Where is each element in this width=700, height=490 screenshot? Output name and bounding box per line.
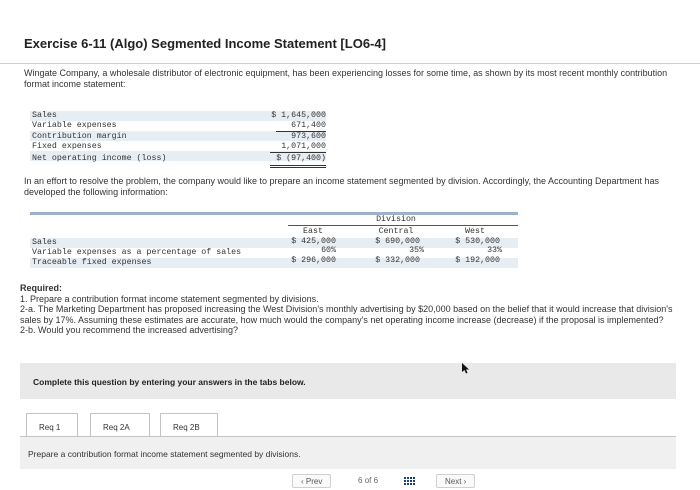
tab-req-2b[interactable]: Req 2B [160, 413, 218, 437]
row-label: Variable expenses as a percentage of sales [32, 248, 242, 257]
column-header-west: West [465, 227, 485, 236]
required-item-1: 1. Prepare a contribution format income statement segmented by divisions. [20, 293, 319, 304]
row-value: 671,400 [291, 121, 326, 130]
required-item-2b: 2-b. Would you recommend the increased advertising? [20, 325, 238, 336]
row-label: Sales [32, 238, 57, 247]
instruction-box [20, 363, 676, 399]
page-indicator [358, 476, 378, 485]
prev-label: Prev [305, 477, 323, 486]
panel-instruction: Prepare a contribution format income statement segmented by divisions. [28, 449, 301, 459]
cell-value: 60% [321, 246, 336, 255]
page-of: of [364, 476, 372, 485]
row-band [30, 238, 518, 248]
table-row [30, 154, 326, 164]
page-total: 6 [373, 476, 379, 485]
division-header: Division [376, 215, 416, 224]
row-label: Traceable fixed expenses [32, 258, 152, 267]
underline [270, 152, 326, 153]
table-row [30, 132, 326, 142]
page-title: Exercise 6-11 (Algo) Segmented Income Statement [LO6-4] [24, 36, 386, 51]
tab-req-2a[interactable]: Req 2A [90, 413, 150, 437]
row-value: $ (97,400) [276, 154, 326, 163]
double-underline [270, 167, 326, 168]
cell-value: $ 192,000 [455, 256, 500, 265]
required-title: Required: [20, 283, 63, 293]
page-current: 6 [358, 476, 363, 485]
prev-button[interactable] [292, 474, 331, 488]
row-label: Variable expenses [32, 121, 117, 130]
table-row [30, 111, 326, 121]
double-underline [270, 165, 326, 166]
cell-value: $ 530,000 [455, 237, 500, 246]
table-row [30, 121, 326, 131]
row-value: 973,600 [291, 132, 326, 141]
paragraph-text: In an effort to resolve the problem, the company would like to prepare an income statement segmented by division. Accordingly, the Accounting Department has developed the following information: [24, 176, 660, 197]
tab-req-1[interactable]: Req 1 [26, 413, 78, 437]
row-value: $ 1,645,000 [271, 111, 326, 120]
header-underline [288, 225, 518, 226]
required-item-2a: 2-a. The Marketing Department has proposed increasing the West Division's monthly advertising by $20,000 based on the belief that it would increase that division's sales by 17%. Assuming these estimates are accurate, how much would the company's net operating income increase (decrease) if the proposal is implemented? [20, 304, 673, 325]
grid-icon[interactable] [404, 477, 416, 485]
chevron-left-icon: ‹ [301, 477, 306, 486]
intro-text: Wingate Company, a wholesale distributor of electronic equipment, has been experiencing losses for some time, as shown by its most recent monthly contribution format income statement: [24, 68, 668, 89]
chevron-right-icon: › [461, 477, 467, 486]
row-label: Contribution margin [32, 132, 127, 141]
tab-panel [20, 436, 676, 469]
title-divider [0, 63, 700, 64]
header-bar [30, 212, 518, 215]
row-label: Sales [32, 111, 57, 120]
division-data-table [30, 212, 518, 272]
cell-value: $ 690,000 [375, 237, 420, 246]
mouse-cursor-icon [462, 363, 470, 376]
cell-value: 33% [487, 246, 502, 255]
required-section [20, 283, 680, 336]
cell-value: $ 425,000 [291, 237, 336, 246]
next-label: Next [445, 477, 462, 486]
next-button[interactable] [436, 474, 475, 488]
cell-value: $ 332,000 [375, 256, 420, 265]
column-header-central: Central [378, 227, 414, 236]
row-value: 1,071,000 [281, 142, 326, 151]
cell-value: 35% [409, 246, 424, 255]
cell-value: $ 296,000 [291, 256, 336, 265]
row-label: Fixed expenses [32, 142, 102, 151]
bottom-navigation [0, 472, 700, 490]
row-label: Net operating income (loss) [32, 154, 167, 163]
table-row [30, 142, 326, 152]
instruction-text: Complete this question by entering your answers in the tabs below. [33, 377, 306, 387]
column-header-east: East [303, 227, 323, 236]
